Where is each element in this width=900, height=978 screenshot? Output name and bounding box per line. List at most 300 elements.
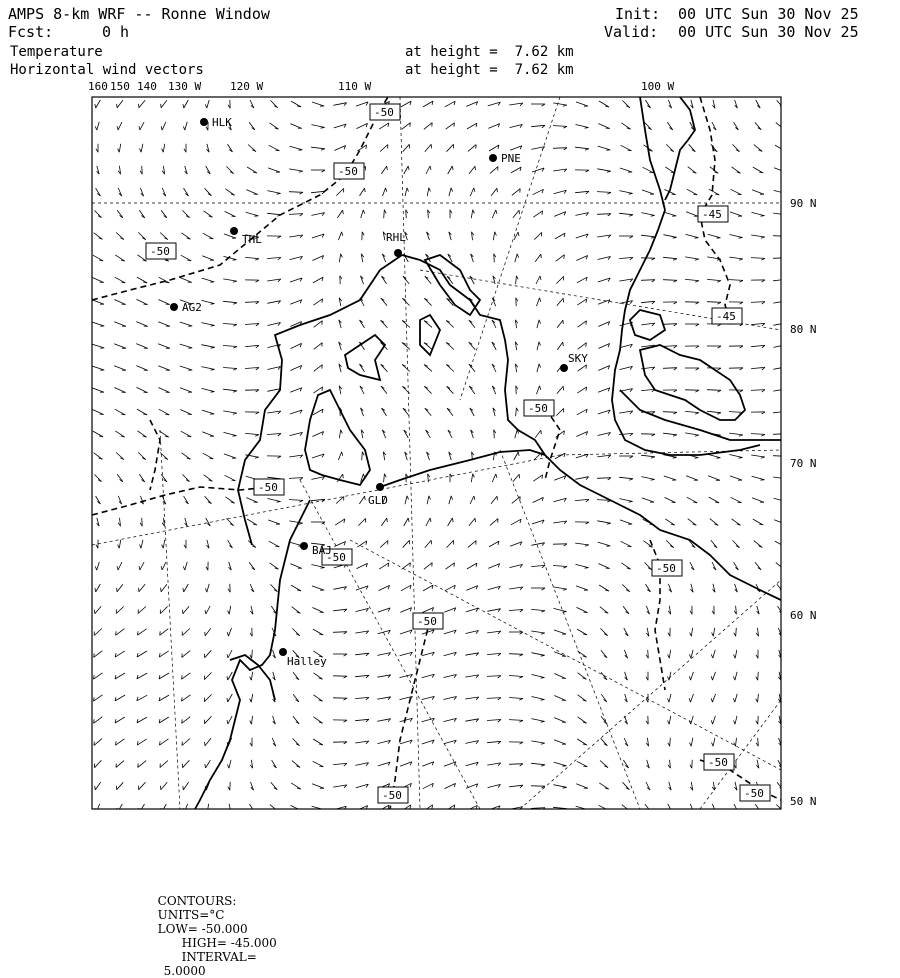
wind-vector [509,764,523,765]
wind-vector [669,650,670,658]
lon-label: 130 W [168,80,201,93]
wind-vector [245,324,259,325]
wind-vector-head [451,188,453,192]
wind-vector-head [95,126,97,130]
wind-vector [531,565,545,566]
wind-vector [292,628,299,635]
wind-vector [93,255,103,261]
wind-vector [555,233,565,239]
wind-vector [312,432,323,437]
wind-vector [401,101,411,107]
wind-vector [620,168,632,172]
wind-vector [687,189,697,195]
wind-vector [713,650,715,658]
wind-vector [159,717,169,723]
wind-vector [114,366,126,371]
wind-vector [206,606,210,614]
wind-vector-head [605,810,609,811]
wind-vector-head [783,215,787,216]
wind-vector [729,433,743,435]
wind-vector [553,587,567,589]
wind-vector [404,430,409,438]
wind-vector [92,344,104,348]
wind-vector [137,695,147,701]
map-title: AMPS 8-km WRF -- Ronne Window [8,5,270,23]
wind-vector [380,145,388,152]
wind-vector-head [227,765,229,769]
wind-vector [159,673,169,679]
wind-vector [311,147,325,149]
wind-vector [425,408,431,415]
wind-vector-head [540,386,541,390]
wind-vector [512,189,520,196]
wind-vector [578,695,587,702]
wind-vector [92,300,104,304]
wind-vector-head [165,260,169,261]
wind-vector-head [761,457,765,458]
wind-vector [691,628,692,636]
wind-vector [713,716,716,724]
wind-vector [180,278,191,283]
wind-vector [180,366,192,370]
wind-vector [381,518,387,526]
wind-vector [488,124,499,129]
wind-vector [207,804,208,812]
wind-vector [489,145,499,151]
wind-vector [402,343,410,350]
wind-vector [269,541,280,547]
wind-vector-head [585,545,589,546]
wind-vector [114,388,125,393]
wind-vector [136,366,147,371]
wind-vector [752,212,765,215]
wind-vector [687,497,697,503]
contour-label: -50 [708,756,728,769]
wind-vector [777,584,783,591]
wind-vector [161,210,167,218]
lon-label: 140 [137,80,157,93]
wind-vector [619,213,633,214]
wind-vector [229,628,232,636]
wind-vector [201,367,214,370]
wind-vector [312,256,323,261]
wind-vector [426,518,430,526]
wind-vector [267,258,281,259]
wind-vector [446,123,455,129]
wind-vector-head [233,281,237,282]
wind-vector [554,630,566,634]
wind-vector [490,167,498,174]
wind-vector [182,695,191,701]
wind-vector [691,650,693,658]
wind-vector [531,653,544,656]
wind-vector [751,323,765,324]
wind-vector-head [780,810,784,812]
wind-vector [641,455,655,457]
wind-vector [597,192,611,193]
station-marker [394,249,402,257]
wind-vector [229,760,231,768]
height-wind: at height = 7.62 km [405,61,574,79]
wind-vector [730,212,742,216]
wind-vector [313,299,322,305]
wind-vector [204,672,211,679]
wind-vectors [92,100,787,812]
henry-ice-rise [420,315,440,355]
wind-vector-head [607,523,611,524]
wind-vector [339,254,340,262]
wind-vector [202,410,214,414]
wind-vector-head [563,787,567,788]
wind-vector [267,499,280,502]
wind-vector [228,144,233,152]
wind-vector-head [211,304,215,305]
wind-vector [116,233,124,240]
wind-vector-head [691,809,694,812]
wind-vector-head [407,496,409,500]
wind-vector [246,190,257,195]
wind-vector [598,146,611,150]
wind-vector-head [183,126,184,130]
wind-vector-head [713,809,716,812]
valid-label: Valid: [604,23,658,41]
wind-vector-head [183,786,184,790]
wind-vector [577,409,587,415]
wind-vector [663,346,677,347]
wind-vector [449,188,451,196]
wind-vector [447,386,454,393]
wind-vector-head [211,369,215,370]
wind-vector [139,584,145,592]
wind-vector [357,123,368,128]
wind-vector [115,255,124,261]
peninsula-south [620,390,781,440]
wind-vector-head [761,216,765,217]
wind-vector [753,167,763,173]
wind-vector [267,191,280,194]
lat-label: 50 N [790,795,817,808]
wind-vector-head [429,188,431,192]
wind-vector [665,497,676,502]
wind-vector-head [563,589,567,590]
wind-vector [314,321,323,328]
wind-vector [554,476,566,481]
wind-vector [424,321,432,328]
wind-vector [492,320,496,328]
wind-vector [158,344,170,349]
wind-vector [379,805,389,811]
lat-label: 70 N [790,457,817,470]
wind-vector [162,804,167,812]
wind-vector [490,519,498,526]
wind-vector [664,212,676,216]
wind-vector [729,455,742,458]
wind-vector [115,431,124,437]
wind-vector-head [387,518,388,522]
wind-vector [139,782,146,789]
wind-vector [116,629,125,636]
wind-vector [115,651,125,657]
wind-vector [136,322,147,327]
wind-vector [382,408,387,416]
wind-vector [774,498,787,501]
init-label: Init: [615,5,660,23]
wind-vector [141,540,143,548]
wind-vector-head [205,632,206,636]
wind-vector [531,763,545,764]
wind-vector-head [95,566,96,570]
wind-vector-head [322,365,323,369]
wind-vector [115,673,125,679]
wind-vector [184,496,189,504]
wind-vector [313,387,322,393]
ellsworth-ridge [630,310,665,340]
wind-vector [229,804,231,812]
wind-vector [577,607,588,612]
wind-vector [184,584,189,592]
wind-vector-head [277,502,281,503]
meridian [350,540,781,770]
wind-vector [182,739,190,746]
wind-vector [225,475,236,480]
wind-vector [269,145,280,150]
wind-vector-head [452,518,453,522]
wind-vector [553,103,567,105]
wind-vector-head [121,260,125,261]
wind-vector-head [734,721,736,725]
lon-label: 120 W [230,80,263,93]
wind-vector [93,431,103,437]
wind-vector [729,235,742,238]
wind-vector [774,168,786,173]
wind-vector-head [711,698,712,702]
wind-vector [537,342,539,350]
forecast-hour: 0 h [102,23,129,41]
wind-vector [183,782,188,790]
wind-vector [493,232,494,240]
wind-vector-head [408,518,409,522]
wind-vector [685,433,699,435]
contour-label: -50 [382,789,402,802]
units-label: UNITS=°C [158,908,225,922]
wind-vector-head [629,479,633,481]
wind-vector [663,368,677,369]
wind-vector [773,367,786,370]
wind-vector-head [734,655,736,659]
wind-vector-head [673,237,677,238]
wind-vector [290,366,301,371]
wind-vector-head [144,304,148,305]
wind-vector [575,147,589,149]
contours-label: CONTOURS: [158,894,237,908]
wind-vector [708,476,720,481]
wind-vector-head [695,458,699,459]
wind-vector-head [473,210,475,214]
contour-label: -50 [258,481,278,494]
wind-vector [139,100,145,108]
wind-vector [515,430,517,438]
wind-vector [185,562,187,570]
wind-vector [751,345,765,346]
wind-vector [184,100,188,108]
wind-vector [97,562,100,570]
wind-vector [94,233,103,240]
wind-vector-head [673,259,677,261]
wind-vector [598,322,609,327]
wind-vector [289,521,302,523]
wind-vector [339,430,340,438]
station-marker [279,648,287,656]
wind-vector [95,474,102,481]
wind-vector [381,386,387,394]
wind-vector-head [139,566,140,570]
wind-vector-head [183,566,185,570]
wind-vector [203,233,213,239]
wind-vector-head [139,126,140,130]
wind-vector [247,519,257,525]
wind-vector [491,496,497,504]
wind-vector [755,562,761,570]
wind-vector-head [183,104,184,108]
wind-vector [425,144,431,151]
wind-vector [138,255,147,261]
wind-vector [752,498,764,503]
wind-vector [666,144,673,151]
temperature-contours [92,97,781,809]
wind-vector [224,454,236,458]
wind-vector [360,320,365,328]
wind-vector [160,629,169,636]
wind-vector-head [627,810,631,811]
wind-vector-head [607,171,611,172]
wind-vector [751,258,765,259]
graticule [92,97,781,809]
wind-vector [663,280,677,281]
wind-vector [202,432,214,437]
wind-vector [226,518,233,525]
wind-vector [137,673,147,679]
wind-vector [94,651,103,658]
wind-vector [94,629,102,636]
wind-vector [185,122,187,130]
wind-vector-head [583,744,587,745]
wind-vector [537,298,540,306]
wind-vector [707,302,721,303]
wind-vector [229,606,230,614]
wind-vector-head [585,128,589,129]
wind-vector [751,390,765,391]
wind-vector [140,804,145,812]
wind-vector [710,519,718,526]
wind-vector [531,741,544,743]
wind-vector [689,144,696,151]
wind-vector [115,717,125,723]
wind-vector [621,563,630,569]
wind-vector [598,344,609,349]
wind-vector [556,255,565,262]
wind-vector [271,584,278,591]
wind-vector [355,697,369,698]
wind-vector-head [299,171,303,172]
wind-vector [601,672,607,680]
wind-vector-head [739,458,743,459]
wind-vector [116,453,124,460]
wind-vector-head [365,188,366,192]
wind-vector [666,540,673,547]
wind-vector [688,167,697,174]
wind-vector-head [784,411,787,414]
wind-vector [160,761,168,768]
wind-vector-head [712,743,714,747]
wind-vector [182,453,191,459]
wind-vector [663,235,676,238]
wind-vector [228,650,232,658]
wind-vector [510,542,522,547]
wind-vector-head [117,588,118,592]
wind-vector [291,783,301,789]
wind-vector [117,584,123,592]
wind-vector [138,629,147,635]
wind-vector-head [585,149,589,150]
wind-vector [180,344,192,348]
wind-vector [401,585,411,591]
wind-vector [402,123,411,130]
meridian [300,480,480,809]
wind-vector-head [95,786,96,790]
wind-vector [95,760,102,767]
wind-vector-head [161,588,162,592]
wind-vector [670,738,671,746]
wind-vector [598,388,610,393]
wind-vector [224,432,237,435]
wind-vector-head [160,631,161,635]
wind-vector [576,784,588,789]
contour-label: -50 [744,787,764,800]
station-marker [230,227,238,235]
wind-vector-head [250,655,252,659]
wind-vector [201,345,214,348]
wind-vector-head [454,123,455,127]
wind-vector [553,148,567,149]
station-marker [376,483,384,491]
wind-vector [709,189,719,195]
wind-vector [754,541,762,548]
wind-vector-head [541,254,542,258]
wind-vector-head [784,323,787,326]
wind-vector [619,257,633,258]
wind-vector [228,694,233,702]
contour-label: -45 [702,208,722,221]
wind-vector [314,673,323,679]
wind-vector [423,585,433,591]
station-marker [300,542,308,550]
wind-vector [116,761,124,768]
wind-vector [553,126,567,127]
wind-vector [381,364,388,371]
wind-vector-head [689,698,690,702]
wind-vector-head [756,677,758,681]
wind-vector-head [733,676,735,680]
wind-vector [578,321,587,327]
wind-vector [773,258,787,259]
wind-vector-head [539,342,541,346]
contour-label: -50 [417,615,437,628]
wind-vector-head [233,391,237,392]
wind-vector [734,122,739,130]
wind-vector-head [673,457,677,458]
station-label: HLK [212,116,232,129]
wind-vector [516,276,517,284]
